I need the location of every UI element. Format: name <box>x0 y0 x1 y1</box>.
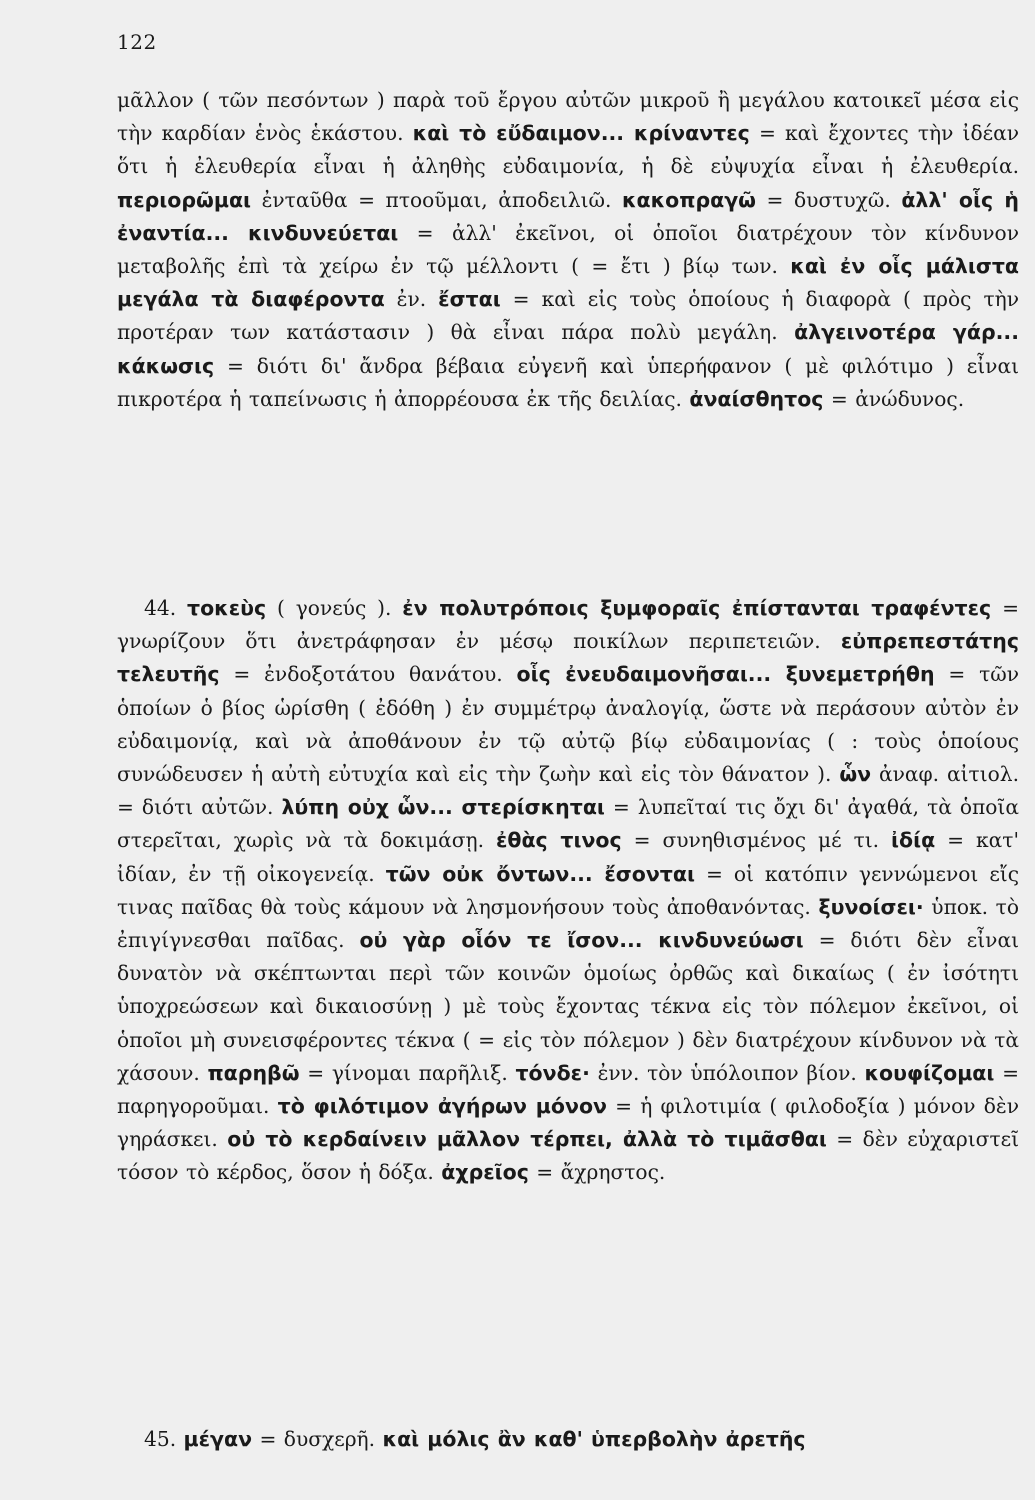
lemma-term: καὶ τὸ εὔδαιμον... κρίναντες <box>412 121 750 146</box>
paragraph-commentary-45 <box>117 1423 1019 1456</box>
commentary-text: = δυσχερῆ. <box>252 1427 383 1451</box>
lemma-term: τὸ φιλότιμον ἀγήρων μόνον <box>277 1094 607 1119</box>
commentary-text: ( γονεύς ). <box>266 596 403 620</box>
lemma-term: ἰδίᾳ <box>891 828 936 853</box>
lemma-term: ἀλγεινοτέρα γάρ... κάκωσις <box>117 320 1019 378</box>
lemma-term: κουφίζομαι <box>864 1060 995 1085</box>
lemma-term: οὐ γὰρ οἷόν τε ἴσον... κινδυνεύωσι <box>359 928 804 953</box>
commentary-text: = γνωρίζουν ὅτι ἀνετράφησαν ἐν μέσῳ ποικίλων περιπετειῶν. <box>117 596 1019 654</box>
lemma-term: ξυνοίσει· <box>818 894 924 919</box>
commentary-text: = δυστυχῶ. <box>756 187 902 212</box>
paragraph-commentary-44 <box>117 592 1019 1190</box>
lemma-term: περιορῶμαι <box>117 187 252 212</box>
lemma-term: ἐν πολυτρόποις ξυμφοραῖς ἐπίστανται τραφέντες <box>402 596 992 620</box>
commentary-text: ἐν. <box>384 287 439 312</box>
lemma-term: μέγαν <box>183 1427 253 1451</box>
commentary-text: μᾶλλον ( τῶν πεσόντων ) παρὰ τοῦ ἔργου αὐτῶν μικροῦ ἢ μεγάλου κατοικεῖ μέσα εἰς τὴν καρδίαν ἑνὸς ἑκάστου. <box>117 88 1019 146</box>
lemma-term: καὶ μόλις ἂν καθ' ὑπερβολὴν ἀρετῆς <box>382 1427 806 1451</box>
commentary-text: = διότι δὲν εἶναι δυνατὸν νὰ σκέπτωνται περὶ τῶν κοινῶν ὁμοίως ὀρθῶς καὶ δικαίως ( ἐν ἰσότητι ὑποχρεώσεων καὶ δικαιοσύνῃ ) μὲ τοὺς ἔχοντας τέκνα εἰς τὸν πόλεμον ἐκεῖνοι, οἱ ὁποῖοι μὴ συνεισφέροντες τέκνα ( = εἰς τὸν πόλεμον ) δὲν διατρέχουν κίνδυνον νὰ τὰ χάσουν. <box>117 928 1020 1085</box>
commentary-text: = διότι δι' ἄνδρα βέβαια εὐγενῆ καὶ ὑπερήφανον ( μὲ φιλότιμο ) εἶναι πικροτέρα ἡ ταπείνωσις ἡ ἀπορρέουσα ἐκ τῆς δειλίας. <box>117 353 1019 411</box>
commentary-text: = τῶν ὁποίων ὁ βίος ὡρίσθη ( ἐδόθη ) ἐν συμμέτρῳ ἀναλογίᾳ, ὥστε νὰ περάσουν αὐτὸν ἐν εὐδαιμονίᾳ, καὶ νὰ ἀποθάνουν ἐν τῷ αὐτῷ βίῳ εὐδαιμονίας ( : τοὺς ὁποίους συνώδευσεν ἡ αὐτὴ εὐτυχία καὶ εἰς τὴν ζωὴν καὶ εἰς τὸν θάνατον ). <box>117 662 1019 787</box>
lemma-term: οἷς ἐνευδαιμονῆσαι... ξυνεμετρήθη <box>516 662 935 687</box>
commentary-text: = δὲν εὐχαριστεῖ τόσον τὸ κέρδος, ὅσον ἡ δόξα. <box>117 1127 1019 1185</box>
lemma-term: ἀχρεῖος <box>441 1160 529 1185</box>
commentary-text: = ἀλλ' ἐκεῖνοι, οἱ ὁποῖοι διατρέχουν τὸν κίνδυνον μεταβολῆς ἐπὶ τὰ χείρω ἐν τῷ μέλλοντι ( = ἔτι ) βίῳ των. <box>117 220 1019 279</box>
commentary-text: = γίνομαι παρῆλιξ. <box>299 1060 516 1085</box>
lemma-term: ὧν <box>839 762 872 787</box>
commentary-text: = παρηγοροῦμαι. <box>117 1060 1019 1119</box>
lemma-term: ἐθὰς τινος <box>495 828 622 853</box>
lemma-term: ἔσται <box>438 287 501 312</box>
commentary-text: = λυπεῖταί τις ὄχι δι' ἀγαθά, τὰ ὁποῖα στερεῖται, χωρὶς νὰ τὰ δοκιμάσῃ. <box>117 795 1019 853</box>
commentary-text: = ἐνδοξοτάτου θανάτου. <box>219 662 517 687</box>
commentary-text: = οἱ κατόπιν γεννώμενοι εἴς τινας παῖδας θὰ τοὺς κάμουν νὰ λησμονήσουν τοὺς ἀποθανόντας. <box>117 861 1020 919</box>
lemma-term: τόνδε· <box>515 1060 590 1085</box>
lemma-term: παρηβῶ <box>207 1060 300 1085</box>
page-number: 122 <box>117 30 157 54</box>
lemma-term: ἀναίσθητος <box>689 386 824 411</box>
paragraph-commentary-43 <box>117 84 1019 416</box>
commentary-text: = ἡ φιλοτιμία ( φιλοδοξία ) μόνον δὲν γηράσκει. <box>117 1094 1019 1152</box>
commentary-text: = καὶ εἰς τοὺς ὁποίους ἡ διαφορὰ ( πρὸς τὴν προτέραν των κατάστασιν ) θὰ εἶναι πάρα πολὺ μεγάλη. <box>117 287 1020 345</box>
lemma-term: τοκεὺς <box>186 596 267 620</box>
lemma-term: εὐπρεπεστάτης τελευτῆς <box>117 629 1019 687</box>
commentary-text: ἐνν. τὸν ὑπόλοιπον βίον. <box>589 1060 865 1085</box>
commentary-text: = συνηθισμένος μέ τι. <box>621 828 892 853</box>
paragraph-number: 44. <box>144 596 177 620</box>
commentary-text: ἐνταῦθα = πτοοῦμαι, ἀποδειλιῶ. <box>251 187 622 212</box>
commentary-text: = καὶ ἔχοντες τὴν ἰδέαν ὅτι ἡ ἐλευθερία εἶναι ἡ ἀληθὴς εὐδαιμονία, ἡ δὲ εὐψυχία εἶναι ἡ ἐλευθερία. <box>117 121 1019 179</box>
paragraph-number: 45. <box>144 1427 177 1451</box>
lemma-term: λύπη οὐχ ὧν... στερίσκηται <box>281 795 605 820</box>
commentary-text: = ἀνώδυνος. <box>823 386 965 411</box>
lemma-term: ἀλλ' οἷς ἡ ἐναντία... κινδυνεύεται <box>117 187 1019 245</box>
lemma-term: τῶν οὐκ ὄντων... ἔσονται <box>385 861 695 886</box>
lemma-term: καὶ ἐν οἷς μάλιστα μεγάλα τὰ διαφέροντα <box>117 254 1019 312</box>
commentary-text: = ἄχρηστος. <box>528 1160 666 1185</box>
lemma-term: κακοπραγῶ <box>621 187 756 212</box>
commentary-text: = κατ' ἰδίαν, ἐν τῇ οἰκογενείᾳ. <box>117 828 1019 886</box>
commentary-text: ἀναφ. αἰτιολ. = διότι αὐτῶν. <box>117 762 1020 820</box>
commentary-text: ὑποκ. τὸ ἐπιγίγνεσθαι παῖδας. <box>117 894 1019 953</box>
lemma-term: οὐ τὸ κερδαίνειν μᾶλλον τέρπει, ἀλλὰ τὸ τιμᾶσθαι <box>227 1127 827 1152</box>
